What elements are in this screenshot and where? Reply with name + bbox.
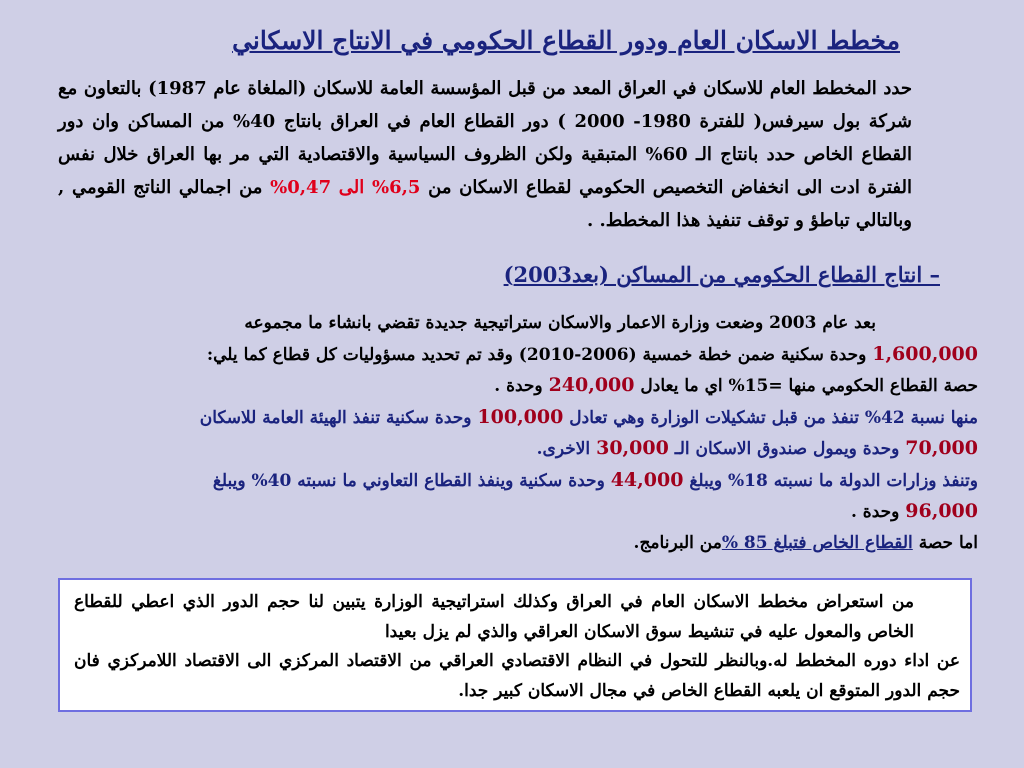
strategy-line-3 xyxy=(50,370,978,402)
strategy-line-2-text: وحدة سكنية ضمن خطة خمسية (2006-2010) وقد تم تحديد مسؤوليات كل قطاع كما يلي: xyxy=(206,344,867,365)
strategy-line-3-text-a: حصة القطاع الحكومي منها =15% اي ما يعادل xyxy=(640,376,978,396)
state-ministries-units-value: 44,000 xyxy=(610,468,684,491)
strategy-line-6-text-a: وتنفذ وزارات الدولة ما نسبته 18% ويبلغ xyxy=(689,470,978,491)
housing-fund-units-value: 30,000 xyxy=(596,437,669,459)
strategy-line-4 xyxy=(50,402,978,434)
page-title: مخطط الاسكان العام ودور القطاع الحكومي في الانتاج الاسكاني xyxy=(232,26,900,55)
cooperative-units-value: 96,000 xyxy=(905,500,978,522)
strategy-line-5-text-b: الاخرى. xyxy=(536,439,591,459)
strategy-line-2 xyxy=(50,339,978,371)
strategy-line-7 xyxy=(50,496,978,528)
intro-paragraph xyxy=(58,72,992,237)
strategy-line-6 xyxy=(50,465,978,497)
strategy-line-1: بعد عام 2003 وضعت وزارة الاعمار والاسكان ستراتيجية جديدة تقضي بانشاء ما مجموعه xyxy=(244,313,876,333)
strategy-line-8-text-b: من البرنامج. xyxy=(633,532,722,553)
strategy-line-7-text: وحدة . xyxy=(850,502,900,522)
intro-text-b: من اجمالي الناتج القومي , وبالتالي تباطؤ و توقف تنفيذ هذا المخطط. . xyxy=(58,177,912,231)
strategy-line-8 xyxy=(50,528,978,559)
intro-text-a: حدد المخطط العام للاسكان في العراق المعد من قبل المؤسسة العامة للاسكان (الملغاة عام 1987) بالتعاون مع شركة بول سيرفس( للفترة 1980- 2000 ) دور القطاع العام في العراق بانتاج 40% من المساكن وان دور القطاع الخاص حدد بانتاج الـ 60% المتبقية ولكن الظروف السياسية والاقتصادية التي مر بها العراق خلال نفس الفترة ادت الى انخفاض التخصيص الحكومي لقطاع الاسكان من xyxy=(58,78,913,198)
strategy-line-4-text-b: وحدة سكنية تنفذ الهيئة العامة للاسكان xyxy=(199,407,472,428)
conclusion-text-2: عن اداء دوره المخطط له.وبالنظر للتحول في النظام الاقتصادي العراقي من الاقتصاد المركزي الى الاقتصاد اللامركزي فان حجم الدور المتوقع ان يلعبه القطاع الخاص في مجال الاسكان كبير جدا. xyxy=(74,651,960,701)
government-units-value: 240,000 xyxy=(548,374,635,396)
strategy-line-6-text-b: وحدة سكنية وينفذ القطاع التعاوني ما نسبته 40% ويبلغ xyxy=(212,470,605,491)
strategy-line-5-text-a: وحدة ويمول صندوق الاسكان الـ xyxy=(674,439,900,459)
section-heading: – انتاج القطاع الحكومي من المساكن (بعد2003) xyxy=(503,262,940,287)
conclusion-text-1: من استعراض مخطط الاسكان العام في العراق وكذلك استراتيجية الوزارة يتبين لنا حجم الدور الذي اعطي للقطاع الخاص والمعول عليه في تنشيط سوق الاسكان العراقي والذي لم يزل بعيدا xyxy=(74,592,914,642)
allocation-range: 6,5% الى 0,47% xyxy=(270,177,421,198)
strategy-line-4-text-a: منها نسبة 42% تنفذ من قبل تشكيلات الوزارة وهي تعادل xyxy=(569,407,978,428)
strategy-line-3-text-b: وحدة . xyxy=(494,376,543,396)
strategy-paragraph xyxy=(50,308,978,558)
housing-authority-units-value: 70,000 xyxy=(905,437,978,459)
ministry-units-value: 100,000 xyxy=(477,405,564,428)
strategy-line-5 xyxy=(50,433,978,465)
conclusion-box xyxy=(58,578,972,712)
strategy-line-8-text-a: اما حصة xyxy=(918,532,978,553)
total-units-value: 1,600,000 xyxy=(872,342,978,365)
private-sector-share: القطاع الخاص فتبلغ 85 % xyxy=(721,532,913,553)
